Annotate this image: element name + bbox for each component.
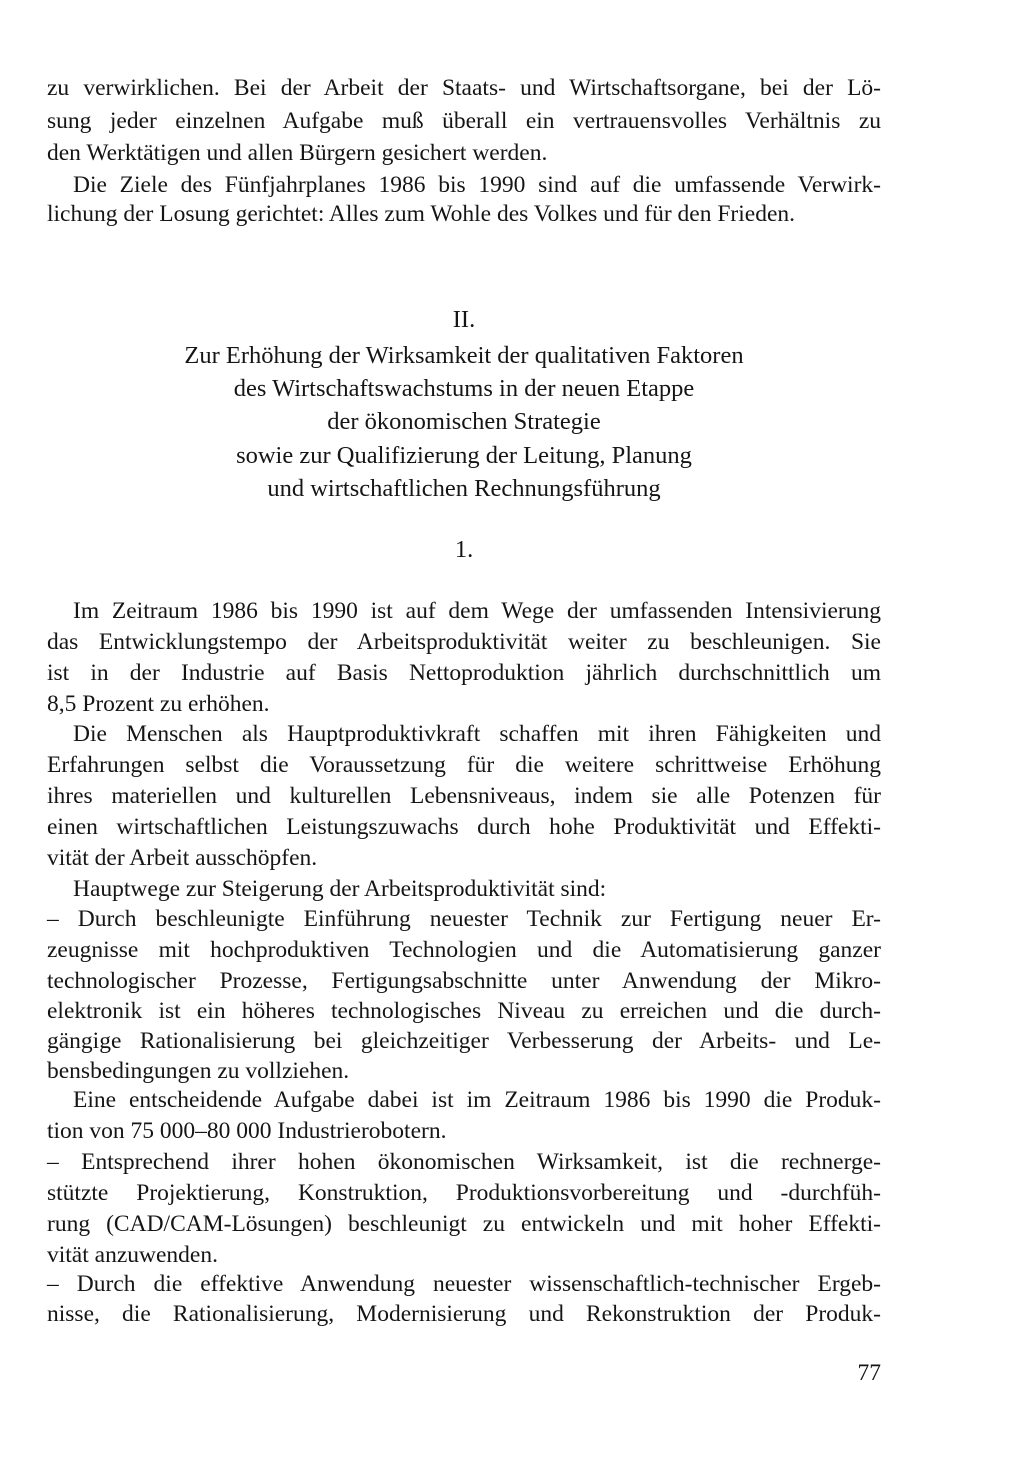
text-line: den Werktätigen und allen Bürgern gesichert werden.: [47, 140, 548, 166]
text-line: – Durch die effektive Anwendung neuester wissenschaftlich-technischer Ergeb-: [47, 1271, 881, 1297]
section-heading-line: der ökonomischen Strategie: [327, 408, 601, 435]
text-line: technologischer Prozesse, Fertigungsabschnitte unter Anwendung der Mikro-: [47, 968, 881, 994]
text-line: sung jeder einzelnen Aufgabe muß überall ein vertrauensvolles Verhältnis zu: [47, 108, 881, 134]
text-line: Erfahrungen selbst die Voraussetzung für die weitere schrittweise Erhöhung: [47, 752, 881, 778]
section-heading-line: und wirtschaftlichen Rechnungsführung: [267, 475, 661, 502]
text-line: 8,5 Prozent zu erhöhen.: [47, 691, 270, 717]
text-line: bensbedingungen zu vollziehen.: [47, 1058, 350, 1084]
text-line: ist in der Industrie auf Basis Nettoproduktion jährlich durchschnittlich um: [47, 660, 881, 686]
text-line: das Entwicklungstempo der Arbeitsproduktivität weiter zu beschleunigen. Sie: [47, 629, 881, 655]
section-heading-line: des Wirtschaftswachstums in der neuen Etappe: [233, 375, 695, 402]
text-line: vität anzuwenden.: [47, 1242, 218, 1268]
text-line: – Entsprechend ihrer hohen ökonomischen Wirksamkeit, ist die rechnerge-: [47, 1149, 881, 1175]
section-heading-line: Zur Erhöhung der Wirksamkeit der qualitativen Faktoren: [184, 342, 744, 369]
text-line: elektronik ist ein höheres technologisches Niveau zu erreichen und die durch-: [47, 998, 881, 1024]
section-heading-line: sowie zur Qualifizierung der Leitung, Planung: [236, 442, 692, 469]
text-line: einen wirtschaftlichen Leistungszuwachs durch hohe Produktivität und Effekti-: [47, 814, 881, 840]
text-line: zu verwirklichen. Bei der Arbeit der Staats- und Wirtschaftsorgane, bei der Lö-: [47, 75, 881, 101]
text-line: rung (CAD/CAM-Lösungen) beschleunigt zu entwickeln und mit hoher Effekti-: [47, 1211, 881, 1237]
text-line: nisse, die Rationalisierung, Modernisierung und Rekonstruktion der Produk-: [47, 1301, 881, 1327]
text-line: Eine entscheidende Aufgabe dabei ist im Zeitraum 1986 bis 1990 die Produk-: [73, 1087, 881, 1113]
text-line: Im Zeitraum 1986 bis 1990 ist auf dem Wege der umfassenden Intensivierung: [73, 598, 881, 624]
section-number: II.: [452, 306, 476, 333]
text-line: zeugnisse mit hochproduktiven Technologien und die Automatisierung ganzer: [47, 937, 881, 963]
page-number: 77: [857, 1360, 881, 1386]
text-line: stützte Projektierung, Konstruktion, Produktionsvorbereitung und -durchfüh-: [47, 1180, 881, 1206]
text-line: vität der Arbeit ausschöpfen.: [47, 845, 318, 871]
text-line: tion von 75 000–80 000 Industrierobotern.: [47, 1118, 447, 1144]
text-line: gängige Rationalisierung bei gleichzeitiger Verbesserung der Arbeits- und Le-: [47, 1028, 881, 1054]
text-line: – Durch beschleunigte Einführung neuester Technik zur Fertigung neuer Er-: [47, 906, 881, 932]
text-line: Hauptwege zur Steigerung der Arbeitsproduktivität sind:: [73, 876, 607, 902]
text-line: Die Ziele des Fünfjahrplanes 1986 bis 1990 sind auf die umfassende Verwirk-: [73, 172, 881, 198]
text-line: lichung der Losung gerichtet: Alles zum Wohle des Volkes und für den Frieden.: [47, 201, 796, 227]
subsection-number: 1.: [454, 536, 474, 563]
text-line: Die Menschen als Hauptproduktivkraft schaffen mit ihren Fähigkeiten und: [73, 721, 881, 747]
text-line: ihres materiellen und kulturellen Lebensniveaus, indem sie alle Potenzen für: [47, 783, 881, 809]
